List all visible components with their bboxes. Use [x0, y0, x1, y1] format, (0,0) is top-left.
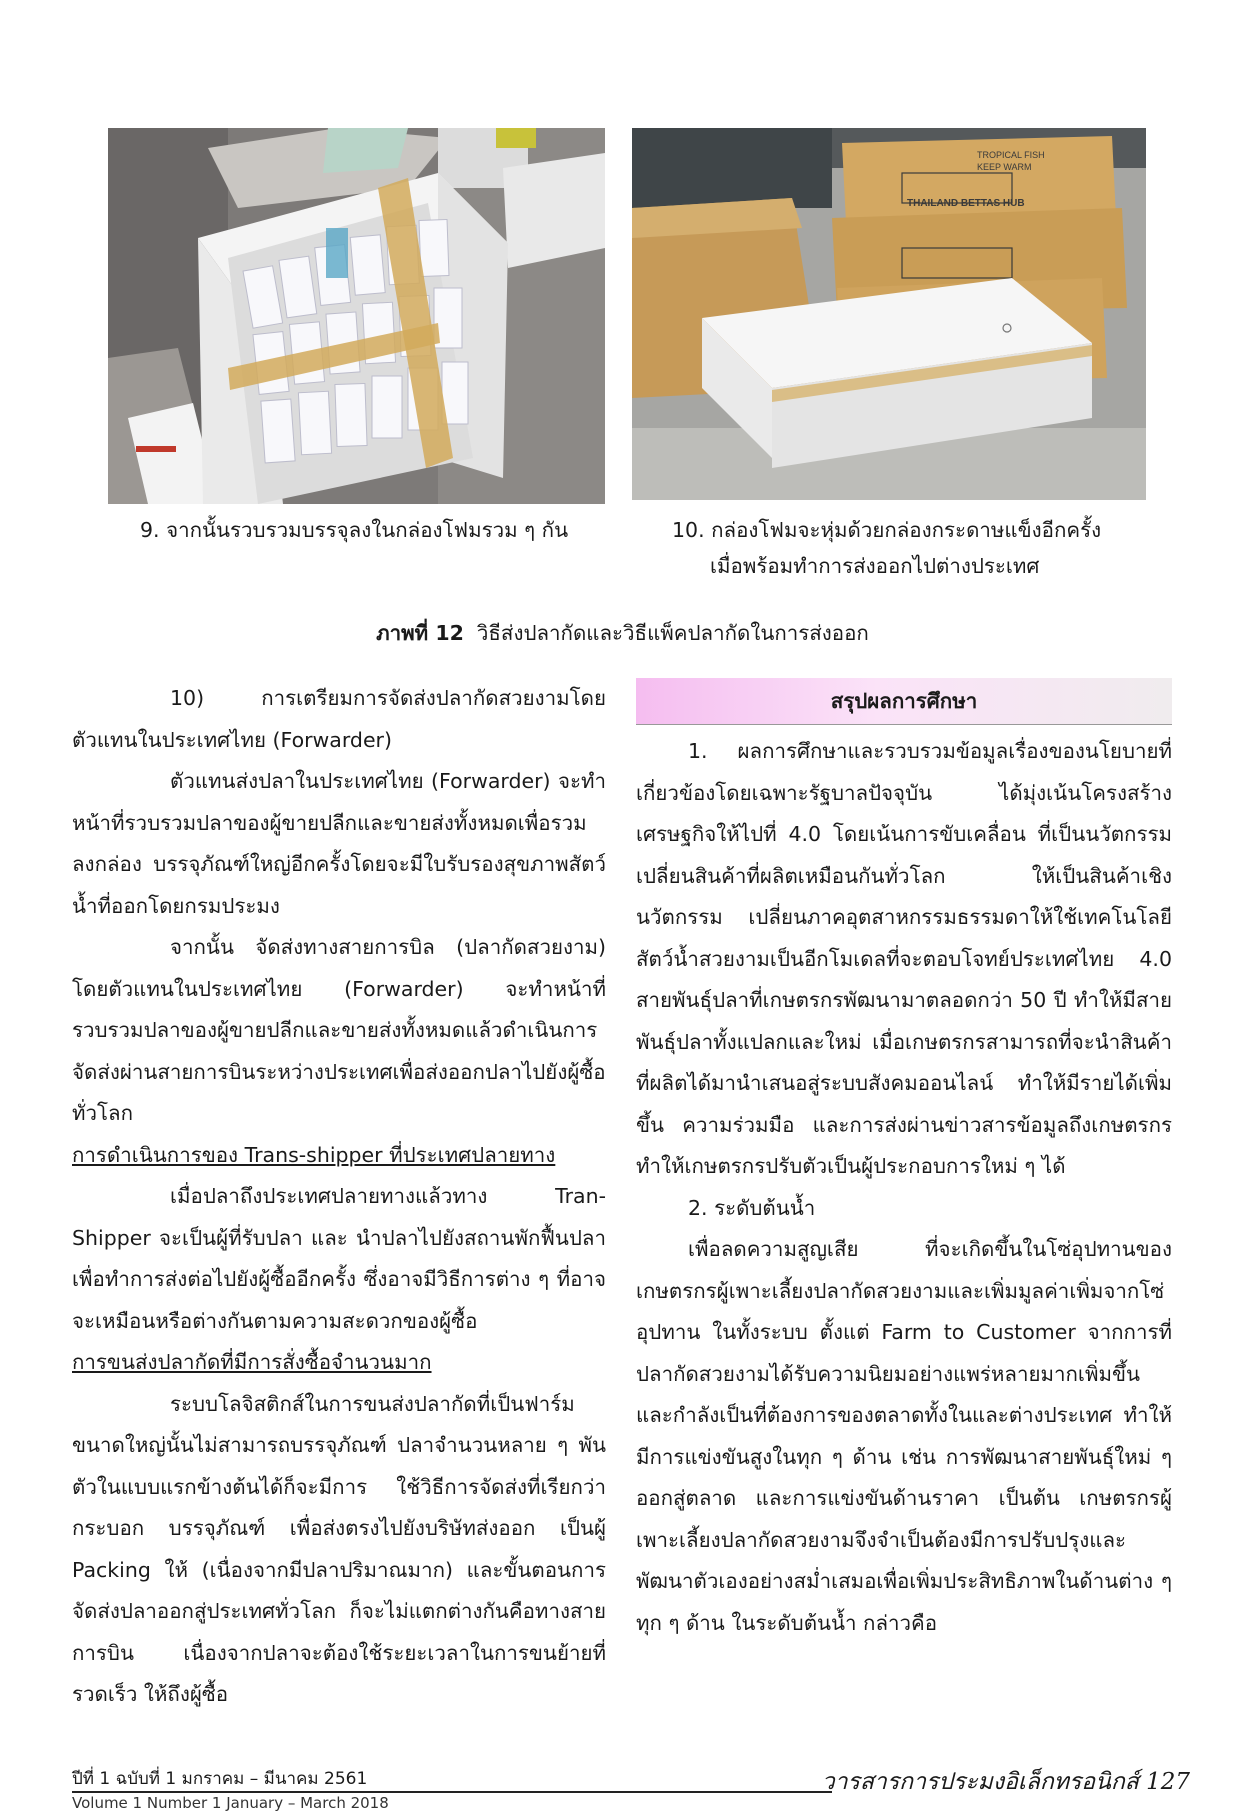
journal-title-page-number: วารสารการประมงอิเล็กทรอนิกส์ 127	[821, 1769, 1190, 1795]
paragraph: เพื่อลดความสูญเสีย ที่จะเกิดขึ้นในโซ่อุปทานของเกษตรกรผู้เพาะเลี้ยงปลากัดสวยงามและเพิ่มมูลค่าเพิ่มจากโซ่อุปทาน ในทั้งระบบ ตั้งแต่ Farm to Customer จากการที่ปลากัดสวยงามได้รับความนิยมอย่างแพร่หลายมากเพิ่มขึ้นและกำลังเป็นที่ต้องการของตลาดทั้งในและต่างประเทศ ทำให้มีการแข่งขันสูงในทุก ๆ ด้าน เช่น การพัฒนาสายพันธุ์ใหม่ ๆ ออกสู่ตลาด และการแข่งขันด้านราคา เป็นต้น เกษตรกรผู้เพาะเลี้ยงปลากัดสวยงามจึงจำเป็นต้องมีการปรับปรุงและพัฒนาตัวเองอย่างสม่ำเสมอเพื่อเพิ่มประสิทธิภาพในด้านต่าง ๆ ทุก ๆ ด้าน ในระดับต้นน้ำ กล่าวคือ	[636, 1237, 1172, 1635]
footer-issue-english: Volume 1 Number 1 January – March 2018	[72, 1794, 389, 1812]
caption-text: 9. จากนั้นรวบรวมบรรจุลงในกล่องโฟมรวม ๆ กัน	[140, 518, 569, 542]
paragraph: เมื่อปลาถึงประเทศปลายทางแล้วทาง Tran-Shipper จะเป็นผู้ที่รับปลา และ นำปลาไปยังสถานพักฟื้นปลาเพื่อทำการส่งต่อไปยังผู้ซื้ออีกครั้ง ซึ่งอาจมีวิธีการต่าง ๆ ที่อาจจะเหมือนหรือต่างกันตามความสะดวกของผู้ซื้อ	[72, 1184, 606, 1333]
photo-caption-10	[672, 512, 1142, 584]
photo-caption-9	[140, 512, 610, 548]
right-column	[636, 678, 1172, 1644]
footer-issue-thai: ปีที่ 1 ฉบับที่ 1 มกราคม – มีนาคม 2561	[72, 1769, 368, 1789]
left-column	[72, 678, 606, 1716]
box-print-1: TROPICAL FISH	[977, 150, 1045, 160]
paragraph: 1. ผลการศึกษาและรวบรวมข้อมูลเรื่องของนโยบายที่เกี่ยวข้องโดยเฉพาะรัฐบาลปัจจุบัน ได้มุ่งเน้นโครงสร้างเศรษฐกิจให้ไปที่ 4.0 โดยเน้นการขับเคลื่อน ที่เป็นนวัตกรรม เปลี่ยนสินค้าที่ผลิตเหมือนกันทั่วโลก ให้เป็นสินค้าเชิงนวัตกรรม เปลี่ยนภาคอุตสาหกรรมธรรมดาให้ใช้เทคโนโลยี สัตว์น้ำสวยงามเป็นอีกโมเดลที่จะตอบโจทย์ประเทศไทย 4.0 สายพันธุ์ปลาที่เกษตรกรพัฒนามาตลอดกว่า 50 ปี ทำให้มีสายพันธุ์ปลาทั้งแปลกและใหม่ เมื่อเกษตรกรสามารถที่จะนำสินค้าที่ผลิตได้มานำเสนอสู่ระบบสังคมออนไลน์ ทำให้มีรายได้เพิ่มขึ้น ความร่วมมือ และการส่งผ่านข่าวสารข้อมูลถึงเกษตรกร ทำให้เกษตรกรปรับตัวเป็นผู้ประกอบการใหม่ ๆ ได้	[636, 739, 1172, 1178]
footer-rule	[72, 1791, 832, 1793]
box-print-2: KEEP WARM	[977, 162, 1032, 172]
caption-line-1: 10. กล่องโฟมจะหุ่มด้วยกล่องกระดาษแข็งอีกครั้ง	[672, 518, 1102, 542]
photo-cardboard-boxes	[632, 128, 1146, 500]
subheading-trans-shipper: การดำเนินการของ Trans-shipper ที่ประเทศปลายทาง	[72, 1142, 556, 1167]
paragraph-forwarder-heading: 10) การเตรียมการจัดส่งปลากัดสวยงามโดยตัวแทนในประเทศไทย (Forwarder)	[72, 686, 606, 752]
paragraph: ระบบโลจิสติกส์ในการขนส่งปลากัดที่เป็นฟาร์มขนาดใหญ่นั้นไม่สามารถบรรจุภัณฑ์ ปลาจำนวนหลาย ๆ พันตัวในแบบแรกข้างต้นได้ก็จะมีการ ใช้วิธีการจัดส่งที่เรียกว่ากระบอก บรรจุภัณฑ์ เพื่อส่งตรงไปยังบริษัทส่งออก เป็นผู้ Packing ให้ (เนื่องจากมีปลาปริมาณมาก) และขั้นตอนการจัดส่งปลาออกสู่ประเทศทั่วโลก ก็จะไม่แตกต่างกันคือทางสายการบิน เนื่องจากปลาจะต้องใช้ระยะเวลาในการขนย้ายที่รวดเร็ว ให้ถึงผู้ซื้อ	[72, 1391, 606, 1706]
photo-foam-box-packed	[108, 128, 605, 504]
figure-caption	[0, 615, 1245, 651]
paragraph: ตัวแทนส่งปลาในประเทศไทย (Forwarder) จะทำหน้าที่รวบรวมปลาของผู้ขายปลีกและขายส่งทั้งหมดเพื่อรวมลงกล่อง บรรจุภัณฑ์ใหญ่อีกครั้งโดยจะมีใบรับรองสุขภาพสัตว์น้ำที่ออกโดยกรมประมง	[72, 769, 606, 918]
caption-line-2: เมื่อพร้อมทำการส่งออกไปต่างประเทศ	[710, 554, 1040, 578]
paragraph-upstream-heading: 2. ระดับต้นน้ำ	[688, 1195, 816, 1220]
paragraph: จากนั้น จัดส่งทางสายการบิล (ปลากัดสวยงาม) โดยตัวแทนในประเทศไทย (Forwarder) จะทำหน้าที่รวบรวมปลาของผู้ขายปลีกและขายส่งทั้งหมดแล้วดำเนินการจัดส่งผ่านสายการบินระหว่างประเทศเพื่อส่งออกปลาไปยังผู้ซื้อทั่วโลก	[72, 935, 606, 1125]
subheading-bulk-shipping: การขนส่งปลากัดที่มีการสั่งซื้อจำนวนมาก	[72, 1350, 432, 1374]
box-print-3: THAILAND BETTAS HUB	[907, 198, 1025, 209]
figure-caption-text: วิธีส่งปลากัดและวิธีแพ็คปลากัดในการส่งออก	[476, 621, 869, 645]
section-heading-summary: สรุปผลการศึกษา	[636, 678, 1172, 725]
figure-label: ภาพที่ 12	[376, 621, 464, 645]
